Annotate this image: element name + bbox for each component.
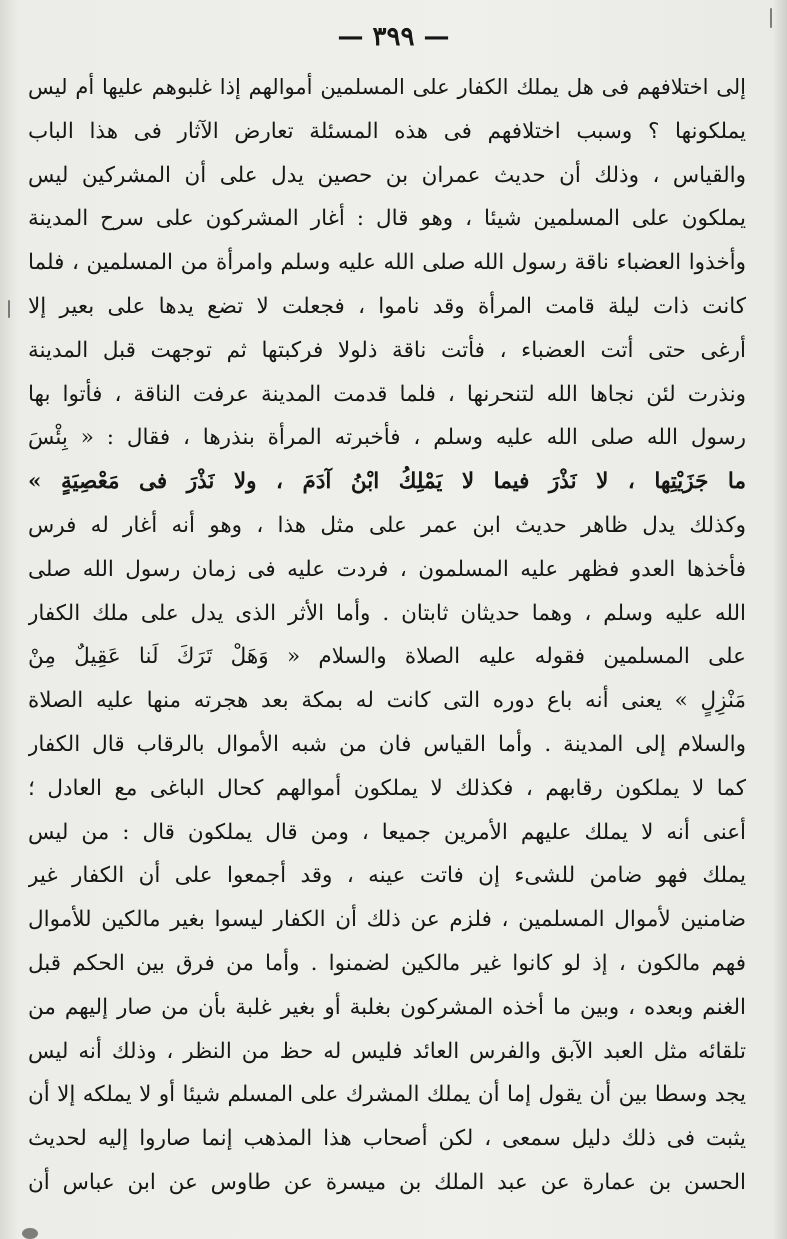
text-line: على المسلمين فقوله عليه الصلاة والسلام « وَهَلْ تَرَكَ لَنا عَقِيلٌ مِنْ [28,644,746,670]
text-line: تلقائه مثل العبد الآبق والفرس العائد فليس له حظ من النظر ، وذلك أنه ليس [28,1038,746,1064]
text-line: ونذرت لئن نجاها الله لتنحرنها ، فلما قدمت المدينة عرفت الناقة ، فأتوا بها [28,381,746,407]
text-line: يجد وسطا بين أن يقول إما أن يملك المشرك على المسلم شيئا أو لا يملكه إلا أن [28,1082,746,1108]
scan-speck [770,8,772,28]
text-line: وكذلك يدل ظاهر حديث ابن عمر على مثل هذا ، وهو أنه أغار له فرس [28,512,746,538]
text-line: والقياس ، وذلك أن حديث عمران بن حصين يدل على أن المشركين ليس [28,162,746,188]
text-line: يملك فهو ضامن للشىء إن فاتت عينه ، وقد أجمعوا على أن الكفار غير [28,863,746,889]
text-line: والسلام إلى المدينة . وأما القياس فان من شبه الأموال بالرقاب قال الكفار [28,731,746,757]
page-number: — ٣٩٩ — [337,22,450,52]
text-line: كانت ذات ليلة قامت المرأة وقد ناموا ، فجعلت لا تضع يدها على بعير إلا [28,293,746,319]
text-line: وأخذوا العضباء ناقة رسول الله صلى الله عليه وسلم وامرأة من المسلمين ، فلما [28,250,746,276]
text-line: الغنم وبعده ، وبين ما أخذه المشركون بغلبة أو بغير غلبة بأن من صار إليهم من [28,994,746,1020]
text-line: يملكون على المسلمين شيئا ، وهو قال : أغار المشركون على سرح المدينة [28,206,746,232]
text-line: فأخذها العدو فظهر عليه المسلمون ، فردت عليه فى زمان رسول الله صلى [28,556,746,582]
text-line: الحسن بن عمارة عن عبد الملك بن ميسرة عن طاوس عن ابن عباس أن [28,1169,746,1195]
text-line: أعنى أنه لا يملك عليهم الأمرين جميعا ، ومن قال يملكون قال : من ليس [28,819,746,845]
page-edge-shadow [773,0,787,1239]
text-line: أرغى حتى أتت العضباء ، فأتت ناقة ذلولا فركبتها ثم توجهت قبل المدينة [28,337,746,363]
scan-speck [8,300,10,318]
scan-speck [22,1228,38,1239]
text-line: يثبت فى ذلك دليل سمعى ، لكن أصحاب هذا المذهب إنما صاروا إليه لحديث [28,1126,746,1152]
text-line: فهم مالكون ، إذ لو كانوا غير مالكين لضمنوا . وأما من فرق بين الحكم قبل [28,950,746,976]
text-line: الله عليه وسلم ، وهما حديثان ثابتان . وأما الأثر الذى يدل على ملك الكفار [28,600,746,626]
text-line: ضامنين لأموال المسلمين ، فلزم عن ذلك أن الكفار ليسوا بغير مالكين للأموال [28,907,746,933]
hadith-quote-line: ما جَزَيْتِها ، لا نَذْرَ فيما لا يَمْلِكُ ابْنُ آدَمَ ، ولا نَذْرَ فى مَعْصِيَةٍ » [28,469,746,495]
text-line: يملكونها ؟ وسبب اختلافهم فى هذه المسئلة تعارض الآثار فى هذا الباب [28,118,746,144]
text-line: كما لا يملكون رقابهم ، فكذلك لا يملكون أموالهم كحال الباغى مع العادل ؛ [28,775,746,801]
body-text [28,66,746,1205]
text-line: مَنْزِلٍ » يعنى أنه باع دوره التى كانت له بمكة بعد هجرته منها عليه الصلاة [28,688,746,714]
text-line: إلى اختلافهم فى هل يملك الكفار على المسلمين أموالهم إذا غلبوهم عليها أم ليس [28,75,746,99]
text-line: رسول الله صلى الله عليه وسلم ، فأخبرته المرأة بنذرها ، فقال : « بِئْسَ [28,425,746,451]
